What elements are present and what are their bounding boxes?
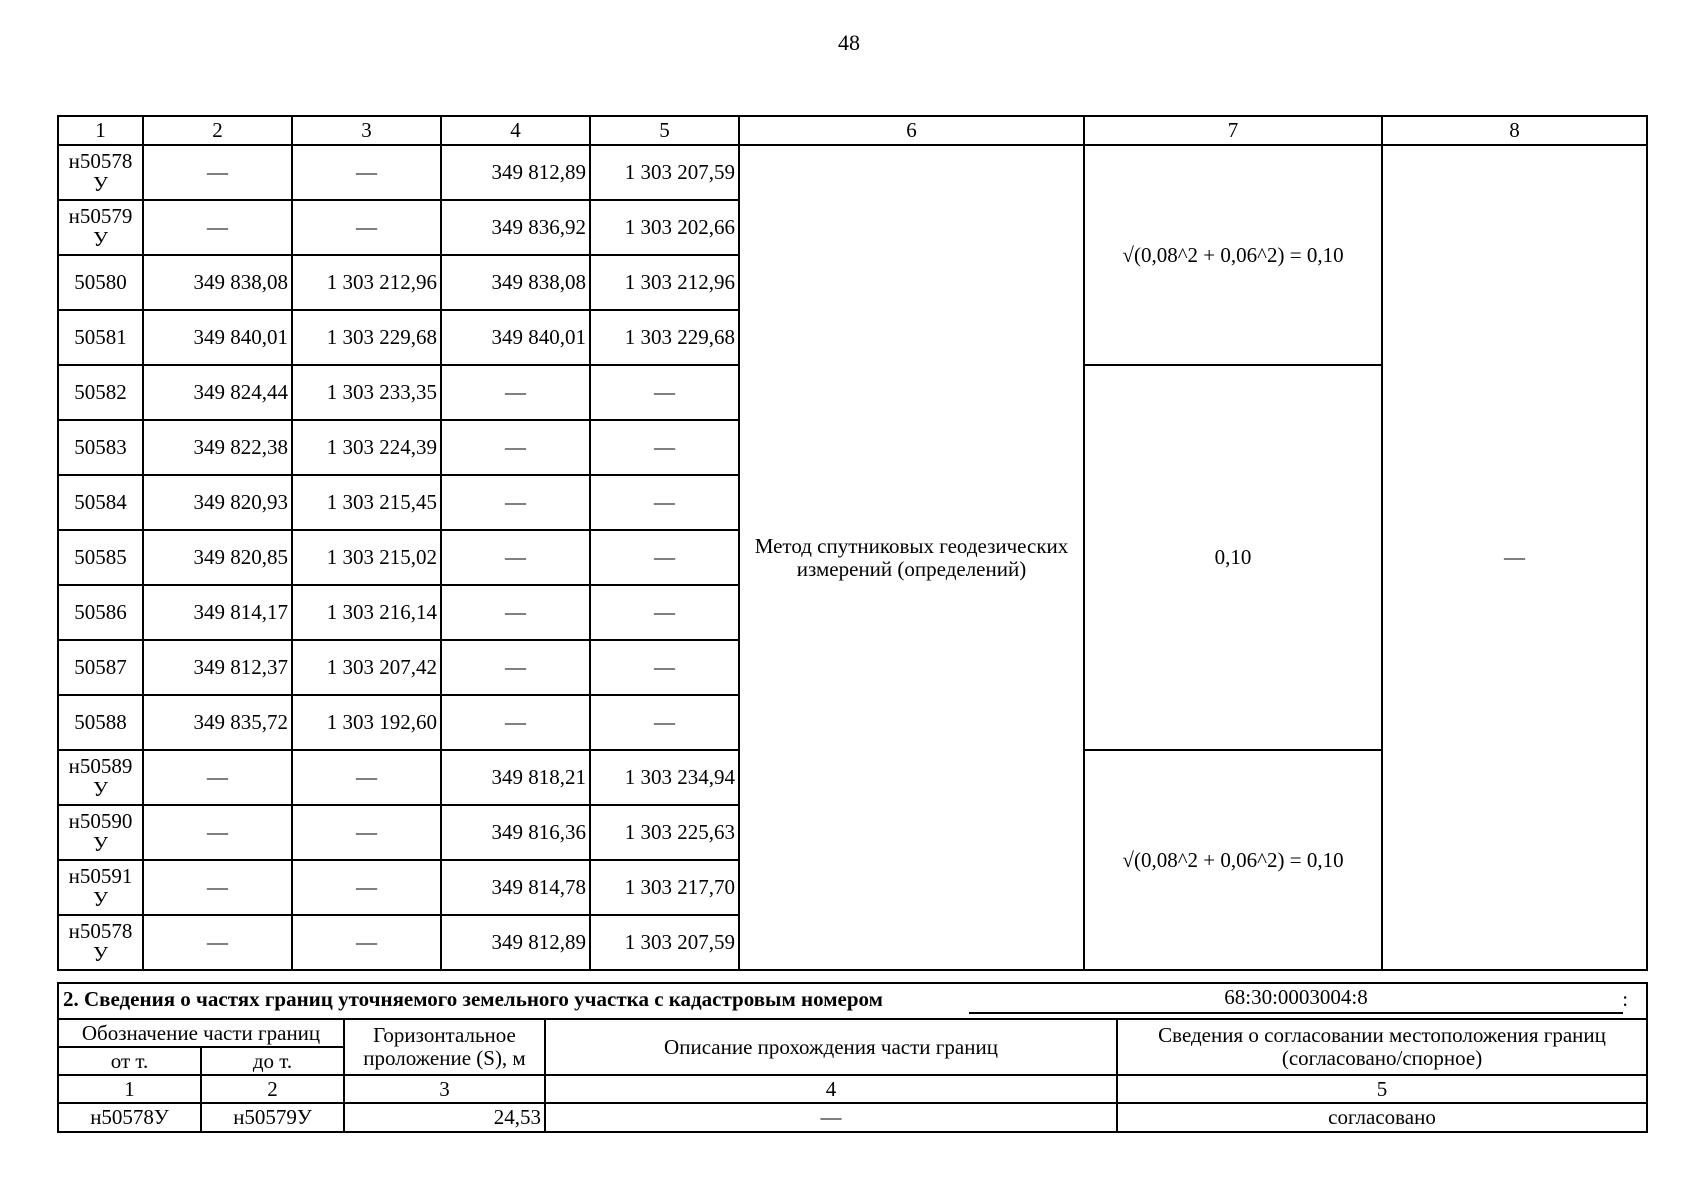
description-header: Описание прохождения части границ bbox=[545, 1019, 1117, 1075]
title-colon: : bbox=[1622, 987, 1629, 1011]
point-id: 50584 bbox=[58, 475, 143, 530]
x-new: — bbox=[441, 640, 590, 695]
x-old: — bbox=[143, 200, 292, 255]
page-number: 48 bbox=[838, 30, 860, 55]
agreement-header: Сведения о согласовании местоположения границ (согласовано/спорное) bbox=[1117, 1019, 1647, 1075]
point-id: н50589 У bbox=[58, 750, 143, 805]
x-new: 349 838,08 bbox=[441, 255, 590, 310]
cadastral-number: 68:30:0003004:8 bbox=[969, 986, 1623, 1014]
x-new: — bbox=[441, 530, 590, 585]
x-new: 349 818,21 bbox=[441, 750, 590, 805]
y-old: — bbox=[292, 915, 441, 970]
y-old: — bbox=[292, 145, 441, 200]
horizontal-length: 24,53 bbox=[344, 1103, 545, 1132]
col-num: 4 bbox=[545, 1075, 1117, 1103]
from-point: н50578У bbox=[58, 1103, 201, 1132]
y-new: 1 303 225,63 bbox=[590, 805, 739, 860]
col-num: 8 bbox=[1382, 116, 1647, 145]
y-new: 1 303 207,59 bbox=[590, 915, 739, 970]
table-row bbox=[58, 145, 1647, 200]
x-old: — bbox=[143, 860, 292, 915]
y-new: — bbox=[590, 365, 739, 420]
point-id: 50585 bbox=[58, 530, 143, 585]
col-num: 7 bbox=[1084, 116, 1382, 145]
point-id: н50578 У bbox=[58, 145, 143, 200]
accuracy-middle: 0,10 bbox=[1084, 365, 1382, 750]
y-new: — bbox=[590, 640, 739, 695]
col-num: 1 bbox=[58, 116, 143, 145]
section-title: 2. Сведения о частях границ уточняемого земельного участка с кадастровым номером bbox=[63, 987, 883, 1011]
designation-header: Обозначение части границ bbox=[58, 1019, 344, 1047]
x-new: 349 840,01 bbox=[441, 310, 590, 365]
from-header: от т. bbox=[58, 1047, 201, 1075]
coordinates-table bbox=[57, 115, 1648, 971]
y-new: 1 303 217,70 bbox=[590, 860, 739, 915]
point-id: 50580 bbox=[58, 255, 143, 310]
x-new: 349 816,36 bbox=[441, 805, 590, 860]
y-old: 1 303 215,45 bbox=[292, 475, 441, 530]
y-old: 1 303 207,42 bbox=[292, 640, 441, 695]
x-new: — bbox=[441, 695, 590, 750]
table-row bbox=[58, 1103, 1647, 1132]
x-old: — bbox=[143, 145, 292, 200]
col-num: 2 bbox=[201, 1075, 344, 1103]
column-number-row bbox=[58, 116, 1647, 145]
horizontal-header: Горизонтальное проложение (S), м bbox=[344, 1019, 545, 1075]
y-new: — bbox=[590, 530, 739, 585]
x-old: 349 840,01 bbox=[143, 310, 292, 365]
col-num: 6 bbox=[739, 116, 1084, 145]
x-old: 349 820,93 bbox=[143, 475, 292, 530]
y-old: 1 303 212,96 bbox=[292, 255, 441, 310]
y-new: 1 303 207,59 bbox=[590, 145, 739, 200]
x-new: — bbox=[441, 475, 590, 530]
x-new: 349 836,92 bbox=[441, 200, 590, 255]
x-old: 349 835,72 bbox=[143, 695, 292, 750]
col-num: 3 bbox=[292, 116, 441, 145]
col8-value: — bbox=[1382, 145, 1647, 970]
y-new: — bbox=[590, 475, 739, 530]
x-old: — bbox=[143, 915, 292, 970]
section-title-row bbox=[58, 983, 1647, 1019]
y-old: — bbox=[292, 860, 441, 915]
point-id: н50590 У bbox=[58, 805, 143, 860]
x-old: 349 824,44 bbox=[143, 365, 292, 420]
x-old: 349 814,17 bbox=[143, 585, 292, 640]
x-old: — bbox=[143, 750, 292, 805]
column-number-row bbox=[58, 1075, 1647, 1103]
method-cell: Метод спутниковых геодезических измерений (определений) bbox=[739, 145, 1084, 970]
point-id: 50586 bbox=[58, 585, 143, 640]
agreement-value: согласовано bbox=[1117, 1103, 1647, 1132]
y-new: — bbox=[590, 585, 739, 640]
point-id: 50582 bbox=[58, 365, 143, 420]
y-new: 1 303 229,68 bbox=[590, 310, 739, 365]
x-new: — bbox=[441, 585, 590, 640]
col-num: 5 bbox=[1117, 1075, 1647, 1103]
x-old: 349 822,38 bbox=[143, 420, 292, 475]
point-id: н50591 У bbox=[58, 860, 143, 915]
col-num: 2 bbox=[143, 116, 292, 145]
x-old: 349 838,08 bbox=[143, 255, 292, 310]
y-old: — bbox=[292, 805, 441, 860]
y-old: 1 303 192,60 bbox=[292, 695, 441, 750]
point-id: 50583 bbox=[58, 420, 143, 475]
y-old: — bbox=[292, 200, 441, 255]
col-num: 3 bbox=[344, 1075, 545, 1103]
point-id: 50581 bbox=[58, 310, 143, 365]
to-header: до т. bbox=[201, 1047, 344, 1075]
y-new: 1 303 234,94 bbox=[590, 750, 739, 805]
x-old: 349 820,85 bbox=[143, 530, 292, 585]
to-point: н50579У bbox=[201, 1103, 344, 1132]
description-value: — bbox=[545, 1103, 1117, 1132]
x-new: 349 812,89 bbox=[441, 915, 590, 970]
point-id: 50587 bbox=[58, 640, 143, 695]
y-new: 1 303 202,66 bbox=[590, 200, 739, 255]
col-num: 5 bbox=[590, 116, 739, 145]
point-id: н50579 У bbox=[58, 200, 143, 255]
x-new: 349 814,78 bbox=[441, 860, 590, 915]
col-num: 1 bbox=[58, 1075, 201, 1103]
x-new: — bbox=[441, 420, 590, 475]
point-id: н50578 У bbox=[58, 915, 143, 970]
y-old: 1 303 224,39 bbox=[292, 420, 441, 475]
x-old: 349 812,37 bbox=[143, 640, 292, 695]
point-id: 50588 bbox=[58, 695, 143, 750]
boundary-parts-table bbox=[57, 982, 1648, 1133]
x-new: — bbox=[441, 365, 590, 420]
y-old: 1 303 216,14 bbox=[292, 585, 441, 640]
y-new: — bbox=[590, 695, 739, 750]
y-old: 1 303 233,35 bbox=[292, 365, 441, 420]
header-row bbox=[58, 1019, 1647, 1047]
accuracy-bottom: √(0,08^2 + 0,06^2) = 0,10 bbox=[1084, 750, 1382, 970]
x-new: 349 812,89 bbox=[441, 145, 590, 200]
y-new: — bbox=[590, 420, 739, 475]
col-num: 4 bbox=[441, 116, 590, 145]
y-old: 1 303 229,68 bbox=[292, 310, 441, 365]
x-old: — bbox=[143, 805, 292, 860]
y-new: 1 303 212,96 bbox=[590, 255, 739, 310]
y-old: 1 303 215,02 bbox=[292, 530, 441, 585]
y-old: — bbox=[292, 750, 441, 805]
accuracy-top: √(0,08^2 + 0,06^2) = 0,10 bbox=[1084, 145, 1382, 365]
